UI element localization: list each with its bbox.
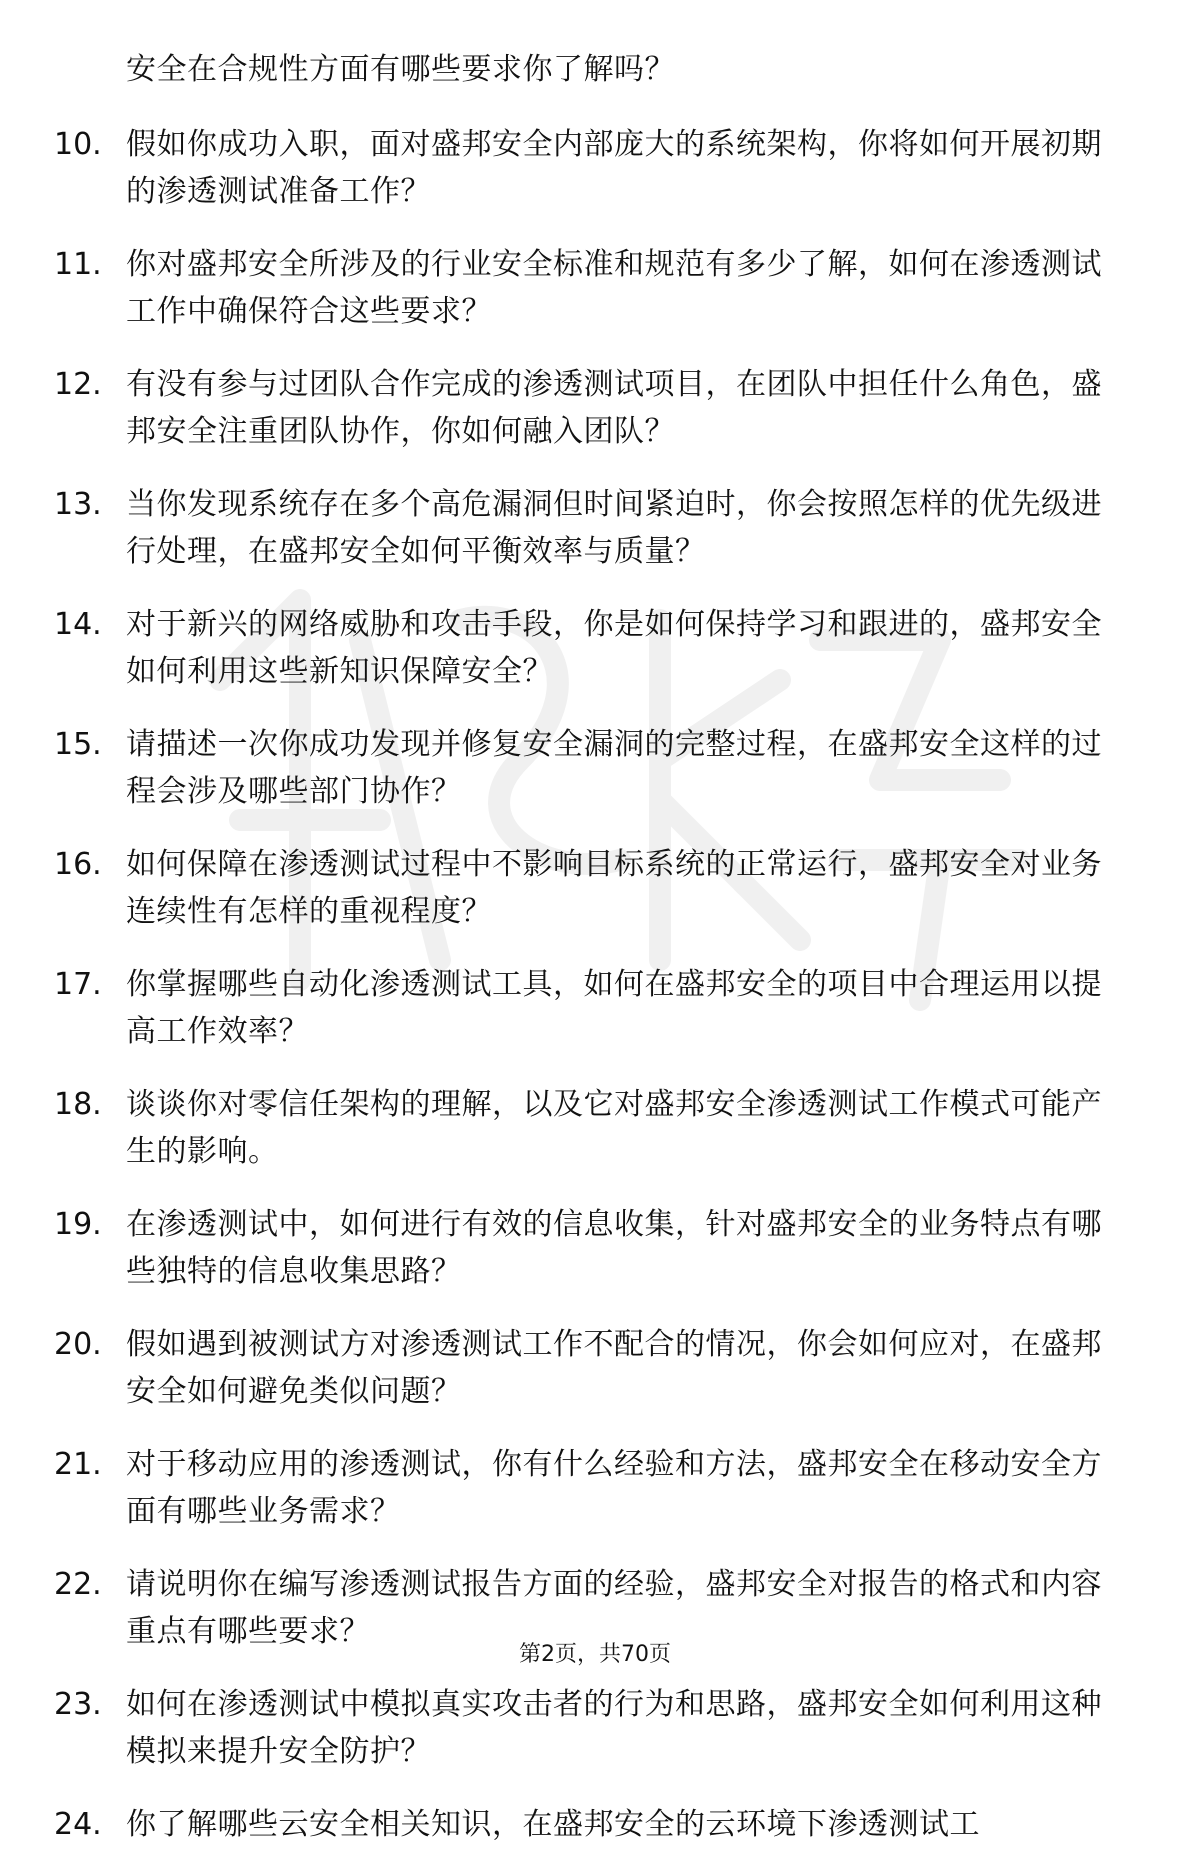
- question-item: [54, 1801, 1124, 1848]
- question-number: 20.: [54, 1327, 102, 1362]
- question-number: 17.: [54, 967, 102, 1002]
- question-item: [54, 241, 1124, 335]
- question-text: 你掌握哪些自动化渗透测试工具，如何在盛邦安全的项目中合理运用以提高工作效率？: [126, 967, 1102, 1049]
- page-number-label: 第2页，共70页: [519, 1642, 671, 1667]
- question-text: 如何保障在渗透测试过程中不影响目标系统的正常运行，盛邦安全对业务连续性有怎样的重视程度？: [126, 847, 1102, 929]
- question-text: 有没有参与过团队合作完成的渗透测试项目，在团队中担任什么角色，盛邦安全注重团队协作，你如何融入团队？: [126, 367, 1102, 449]
- question-number: 14.: [54, 607, 102, 642]
- question-text: 如何在渗透测试中模拟真实攻击者的行为和思路，盛邦安全如何利用这种模拟来提升安全防护？: [126, 1687, 1102, 1769]
- question-list: [54, 46, 1124, 1874]
- question-number: 21.: [54, 1447, 102, 1482]
- question-number: 15.: [54, 727, 102, 762]
- question-number: 24.: [54, 1807, 102, 1842]
- question-text: 谈谈你对零信任架构的理解，以及它对盛邦安全渗透测试工作模式可能产生的影响。: [126, 1087, 1102, 1169]
- question-item: [54, 841, 1124, 935]
- question-item: [54, 961, 1124, 1055]
- question-item: [54, 361, 1124, 455]
- question-number: 10.: [54, 127, 102, 162]
- question-text: 假如你成功入职，面对盛邦安全内部庞大的系统架构，你将如何开展初期的渗透测试准备工作？: [126, 127, 1102, 209]
- question-text: 请说明你在编写渗透测试报告方面的经验，盛邦安全对报告的格式和内容重点有哪些要求？: [126, 1567, 1102, 1649]
- continued-question: [54, 46, 1124, 93]
- question-text: 对于移动应用的渗透测试，你有什么经验和方法，盛邦安全在移动安全方面有哪些业务需求？: [126, 1447, 1102, 1529]
- question-text: 在渗透测试中，如何进行有效的信息收集，针对盛邦安全的业务特点有哪些独特的信息收集思路？: [126, 1207, 1102, 1289]
- question-text: 请描述一次你成功发现并修复安全漏洞的完整过程，在盛邦安全这样的过程会涉及哪些部门协作？: [126, 727, 1102, 809]
- question-item: [54, 481, 1124, 575]
- question-item: [54, 601, 1124, 695]
- page-footer: [0, 1640, 1190, 1670]
- question-item: [54, 1081, 1124, 1175]
- question-number: 22.: [54, 1567, 102, 1602]
- question-item: [54, 721, 1124, 815]
- continued-question-text: 安全在合规性方面有哪些要求你了解吗？: [126, 52, 675, 87]
- question-number: 11.: [54, 247, 102, 282]
- question-number: 19.: [54, 1207, 102, 1242]
- question-item: [54, 121, 1124, 215]
- question-number: 18.: [54, 1087, 102, 1122]
- question-text: 对于新兴的网络威胁和攻击手段，你是如何保持学习和跟进的，盛邦安全如何利用这些新知识保障安全？: [126, 607, 1102, 689]
- question-item: [54, 1681, 1124, 1775]
- question-text: 假如遇到被测试方对渗透测试工作不配合的情况，你会如何应对，在盛邦安全如何避免类似问题？: [126, 1327, 1102, 1409]
- question-number: 13.: [54, 487, 102, 522]
- question-number: 23.: [54, 1687, 102, 1722]
- question-text: 你了解哪些云安全相关知识，在盛邦安全的云环境下渗透测试工: [126, 1807, 980, 1842]
- question-number: 16.: [54, 847, 102, 882]
- question-text: 当你发现系统存在多个高危漏洞但时间紧迫时，你会按照怎样的优先级进行处理，在盛邦安全如何平衡效率与质量？: [126, 487, 1102, 569]
- question-item: [54, 1321, 1124, 1415]
- question-item: [54, 1201, 1124, 1295]
- question-item: [54, 1441, 1124, 1535]
- question-text: 你对盛邦安全所涉及的行业安全标准和规范有多少了解，如何在渗透测试工作中确保符合这些要求？: [126, 247, 1102, 329]
- question-number: 12.: [54, 367, 102, 402]
